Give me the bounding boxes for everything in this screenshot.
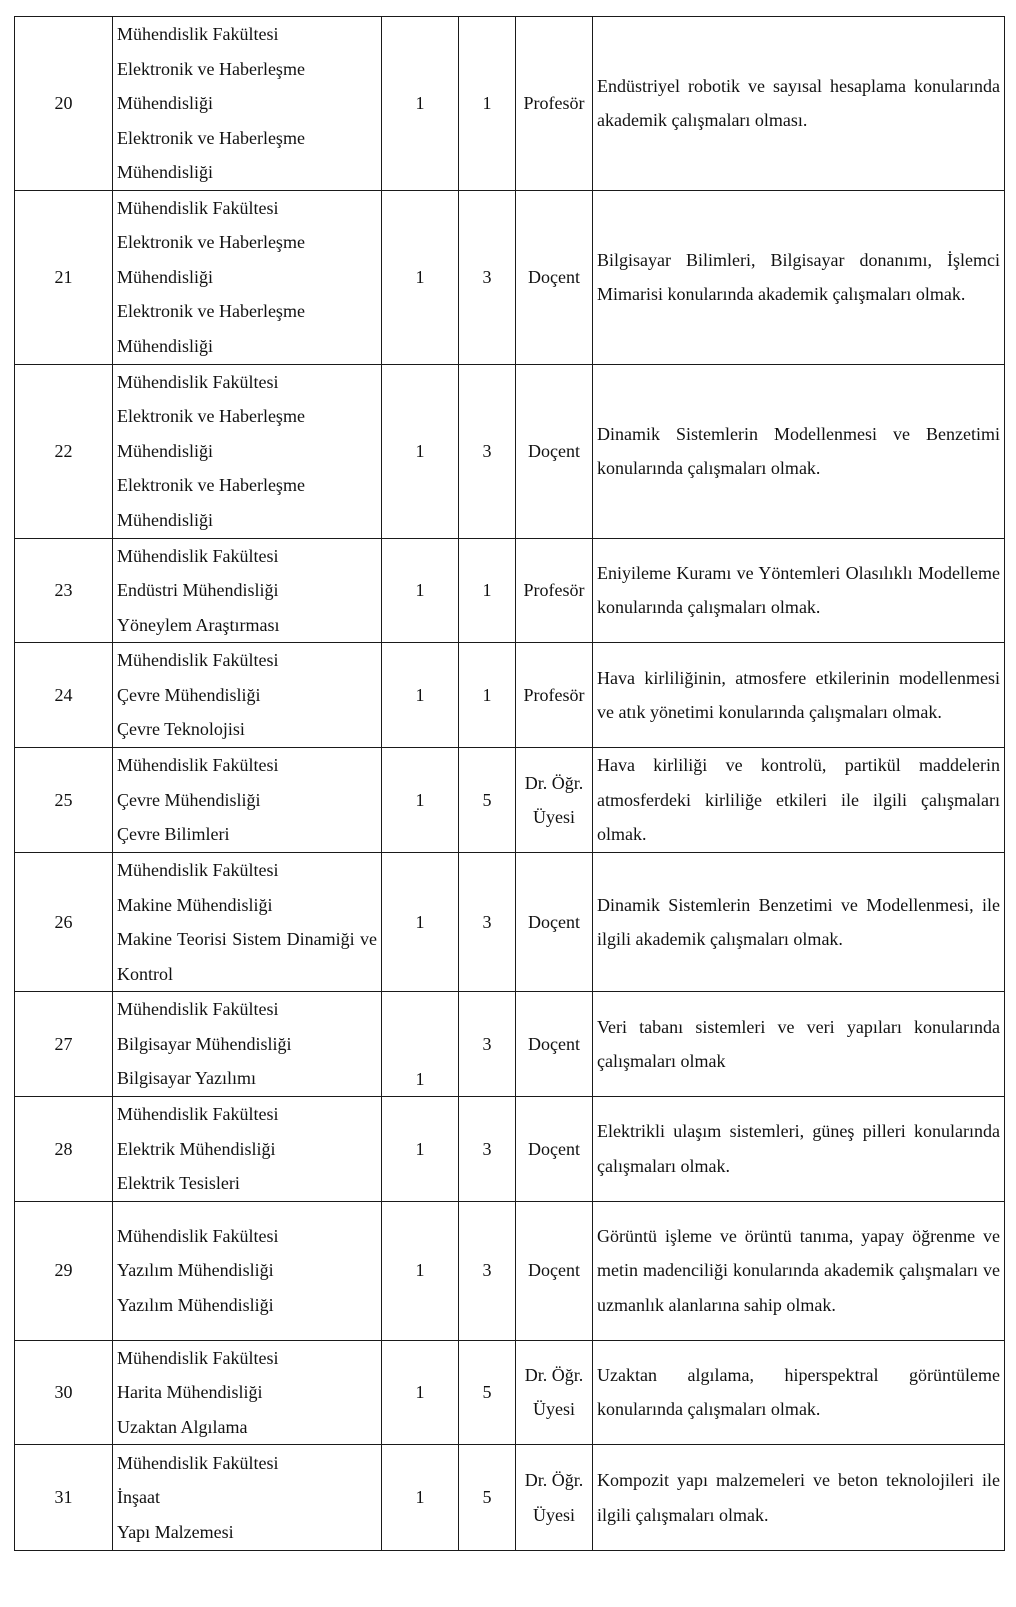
row-number: 24	[15, 643, 113, 748]
academic-title: Profesör	[516, 17, 593, 191]
unit-line: Çevre Mühendisliği	[117, 684, 261, 705]
unit-line: Endüstri Mühendisliği	[117, 580, 279, 600]
unit-cell	[113, 1201, 382, 1340]
requirements: Dinamik Sistemlerin Benzetimi ve Modellenmesi, ile ilgili akademik çalışmaları olmak.	[593, 853, 1005, 992]
unit-cell	[113, 1340, 382, 1445]
academic-title: Doçent	[516, 190, 593, 364]
position-count: 1	[382, 748, 459, 853]
unit-line: Harita Mühendisliği	[117, 1382, 263, 1402]
position-count: 1	[382, 1445, 459, 1551]
academic-title: Profesör	[516, 643, 593, 748]
unit-cell	[113, 1097, 382, 1202]
unit-line: Yöneylem Araştırması	[117, 614, 280, 635]
unit-line: Çevre Bilimleri	[117, 824, 230, 845]
unit-cell	[113, 538, 382, 643]
unit-line: Mühendislik Fakültesi	[117, 860, 279, 880]
unit-line: Mühendislik Fakültesi	[117, 371, 279, 392]
unit-line: Mühendislik Fakültesi	[117, 999, 279, 1020]
unit-line: Mühendisliği	[117, 162, 214, 182]
unit-line: Elektrik Tesisleri	[117, 1173, 240, 1193]
position-count: 1	[382, 190, 459, 364]
unit-line: Bilgisayar Mühendisliği	[117, 1033, 292, 1054]
position-count: 1	[382, 538, 459, 643]
degree: 1	[459, 538, 516, 643]
unit-line: Makine Teorisi Sistem Dinamiği ve Kontrol	[117, 929, 377, 984]
unit-line: Yazılım Mühendisliği	[117, 1294, 274, 1315]
table-row	[15, 190, 1005, 364]
table-row	[15, 1097, 1005, 1202]
table-row	[15, 364, 1005, 538]
unit-line: Mühendisliği	[117, 509, 214, 530]
academic-title: Doçent	[516, 364, 593, 538]
unit-line: Mühendisliği	[117, 335, 214, 356]
unit-cell	[113, 643, 382, 748]
table-row	[15, 1201, 1005, 1340]
academic-title: Doçent	[516, 1097, 593, 1202]
position-count: 1	[382, 1201, 459, 1340]
degree: 1	[459, 17, 516, 191]
degree: 3	[459, 1097, 516, 1202]
academic-title: Doçent	[516, 853, 593, 992]
position-count: 1	[382, 643, 459, 748]
unit-line: Mühendislik Fakültesi	[117, 1225, 279, 1246]
unit-line: Elektronik ve Haberleşme	[117, 475, 305, 496]
unit-line: Bilgisayar Yazılımı	[117, 1068, 256, 1089]
degree: 3	[459, 1201, 516, 1340]
academic-title: Doçent	[516, 992, 593, 1097]
degree: 3	[459, 364, 516, 538]
degree: 3	[459, 992, 516, 1097]
row-number: 25	[15, 748, 113, 853]
row-number: 27	[15, 992, 113, 1097]
academic-title: Dr. Öğr. Üyesi	[516, 1445, 593, 1551]
table-row	[15, 1340, 1005, 1445]
unit-line: Mühendislik Fakültesi	[117, 545, 279, 566]
unit-line: Mühendislik Fakültesi	[117, 650, 279, 671]
unit-line: Elektronik ve Haberleşme	[117, 232, 305, 253]
unit-line: Çevre Teknolojisi	[117, 719, 245, 740]
row-number: 20	[15, 17, 113, 191]
row-number: 29	[15, 1201, 113, 1340]
degree: 5	[459, 748, 516, 853]
row-number: 30	[15, 1340, 113, 1445]
unit-line: Mühendislik Fakültesi	[117, 1104, 279, 1124]
table-row	[15, 748, 1005, 853]
degree: 5	[459, 1340, 516, 1445]
unit-cell	[113, 992, 382, 1097]
academic-title: Dr. Öğr. Üyesi	[516, 1340, 593, 1445]
position-count: 1	[382, 1097, 459, 1202]
position-count: 1	[382, 17, 459, 191]
requirements: Bilgisayar Bilimleri, Bilgisayar donanımı, İşlemci Mimarisi konularında akademik çalışmaları olmak.	[593, 190, 1005, 364]
table-row	[15, 992, 1005, 1097]
row-number: 31	[15, 1445, 113, 1551]
degree: 3	[459, 853, 516, 992]
unit-cell	[113, 364, 382, 538]
unit-line: Yapı Malzemesi	[117, 1521, 234, 1542]
unit-line: Mühendislik Fakültesi	[117, 197, 279, 218]
table-row	[15, 1445, 1005, 1551]
unit-line: Mühendisliği	[117, 440, 214, 461]
requirements: Görüntü işleme ve örüntü tanıma, yapay öğrenme ve metin madenciliği konularında akademik çalışmaları ve uzmanlık alanlarına sahip olmak.	[593, 1201, 1005, 1340]
table-row	[15, 643, 1005, 748]
position-count: 1	[382, 364, 459, 538]
unit-line: Mühendisliği	[117, 93, 214, 113]
row-number: 22	[15, 364, 113, 538]
degree: 3	[459, 190, 516, 364]
requirements: Dinamik Sistemlerin Modellenmesi ve Benzetimi konularında çalışmaları olmak.	[593, 364, 1005, 538]
unit-line: Mühendisliği	[117, 266, 214, 287]
table-row	[15, 853, 1005, 992]
row-number: 23	[15, 538, 113, 643]
staff-positions-table	[14, 16, 1005, 1551]
requirements: Elektrikli ulaşım sistemleri, güneş pilleri konularında çalışmaları olmak.	[593, 1097, 1005, 1202]
unit-line: Elektronik ve Haberleşme	[117, 301, 305, 322]
unit-line: Uzaktan Algılama	[117, 1416, 248, 1437]
requirements: Hava kirliliğinin, atmosfere etkilerinin modellenmesi ve atık yönetimi konularında çalışmaları olmak.	[593, 643, 1005, 748]
unit-cell	[113, 190, 382, 364]
row-number: 26	[15, 853, 113, 992]
row-number: 21	[15, 190, 113, 364]
unit-cell	[113, 853, 382, 992]
requirements: Veri tabanı sistemleri ve veri yapıları konularında çalışmaları olmak	[593, 992, 1005, 1097]
unit-cell	[113, 1445, 382, 1551]
row-number: 28	[15, 1097, 113, 1202]
requirements: Endüstriyel robotik ve sayısal hesaplama konularında akademik çalışmaları olması.	[593, 17, 1005, 191]
academic-title: Doçent	[516, 1201, 593, 1340]
requirements: Hava kirliliği ve kontrolü, partikül maddelerin atmosferdeki kirliliğe etkileri ile ilgili çalışmaları olmak.	[593, 748, 1005, 853]
table-row	[15, 17, 1005, 191]
requirements: Kompozit yapı malzemeleri ve beton teknolojileri ile ilgili çalışmaları olmak.	[593, 1445, 1005, 1551]
degree: 5	[459, 1445, 516, 1551]
unit-line: Mühendislik Fakültesi	[117, 755, 279, 776]
unit-cell	[113, 17, 382, 191]
unit-cell	[113, 748, 382, 853]
position-count: 1	[382, 853, 459, 992]
requirements: Eniyileme Kuramı ve Yöntemleri Olasılıklı Modelleme konularında çalışmaları olmak.	[593, 538, 1005, 643]
position-count: 1	[382, 992, 459, 1097]
unit-line: İnşaat	[117, 1487, 160, 1508]
unit-line: Çevre Mühendisliği	[117, 789, 261, 810]
unit-line: Mühendislik Fakültesi	[117, 1347, 279, 1368]
degree: 1	[459, 643, 516, 748]
unit-line: Makine Mühendisliği	[117, 894, 273, 915]
unit-line: Elektronik ve Haberleşme	[117, 406, 305, 427]
unit-line: Elektrik Mühendisliği	[117, 1138, 276, 1159]
unit-line: Mühendislik Fakültesi	[117, 24, 279, 44]
requirements: Uzaktan algılama, hiperspektral görüntüleme konularında çalışmaları olmak.	[593, 1340, 1005, 1445]
unit-line: Elektronik ve Haberleşme	[117, 58, 305, 79]
unit-line: Elektronik ve Haberleşme	[117, 127, 305, 148]
unit-line: Mühendislik Fakültesi	[117, 1452, 279, 1473]
unit-line: Yazılım Mühendisliği	[117, 1260, 274, 1281]
position-count: 1	[382, 1340, 459, 1445]
academic-title: Dr. Öğr. Üyesi	[516, 748, 593, 853]
academic-title: Profesör	[516, 538, 593, 643]
table-row	[15, 538, 1005, 643]
